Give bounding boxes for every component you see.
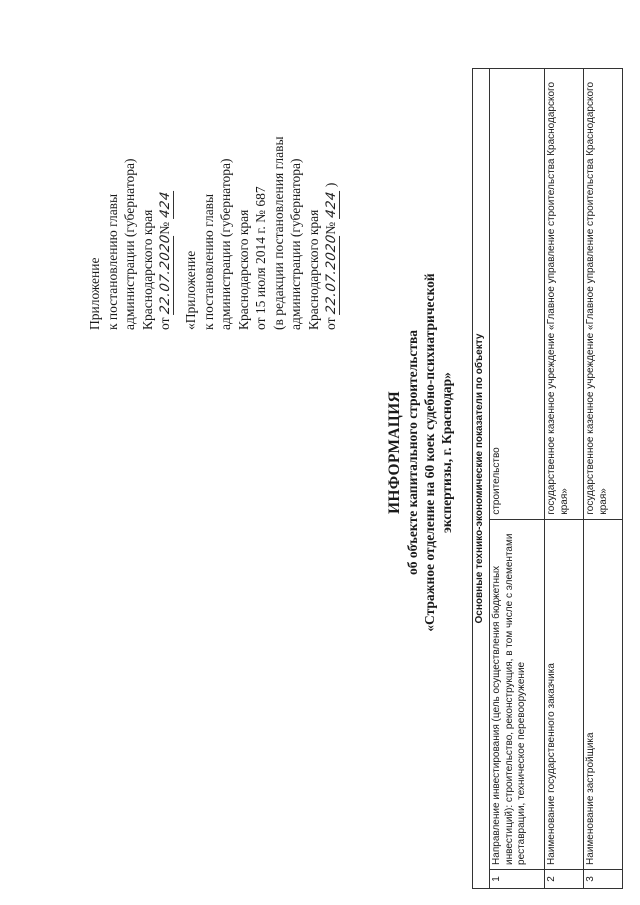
approval-date-line bbox=[156, 158, 174, 330]
approval-line: Краснодарского края bbox=[235, 209, 251, 330]
approval-line: «Приложение bbox=[183, 250, 198, 330]
row-label: Направление инвестирования (цель осуществления бюджетных инвестиций): строительство, реконструкция, в том числе с элементами реставрации, техническое перевооружение bbox=[490, 519, 545, 869]
document-subtitle: об объекте капитального строительства bbox=[405, 329, 420, 576]
approval-line: Краснодарского края bbox=[139, 209, 155, 330]
table-header: Основные технико-экономические показатели по объекту bbox=[473, 69, 490, 889]
table-row bbox=[584, 69, 623, 889]
table-header-row bbox=[473, 69, 490, 889]
indicators-table bbox=[472, 68, 623, 889]
approval-line: Краснодарского края bbox=[305, 209, 321, 330]
handwritten-date: 22.07.2020 bbox=[324, 233, 339, 316]
approval-line: администрации (губернатора) bbox=[122, 158, 137, 330]
row-number: 3 bbox=[584, 869, 623, 888]
row-value: государственное казенное учреждение «Главное управление строительства Краснодарского края» bbox=[584, 69, 623, 520]
row-number: 2 bbox=[545, 869, 584, 888]
approval-line: Приложение bbox=[87, 257, 102, 330]
row-value: строительство bbox=[490, 69, 545, 520]
approval-stamp-main bbox=[86, 158, 174, 330]
table-row bbox=[545, 69, 584, 889]
handwritten-number: 424 bbox=[158, 190, 173, 220]
approval-stamp-amendment bbox=[182, 136, 340, 330]
date-prefix: от bbox=[157, 317, 172, 330]
document-title-block bbox=[385, 80, 455, 825]
object-name-line: экспертизы, г. Краснодар» bbox=[439, 372, 454, 533]
approval-date-line bbox=[322, 136, 340, 330]
row-label: Наименование застройщика bbox=[584, 519, 623, 869]
approval-line: к постановлению главы bbox=[200, 193, 216, 330]
object-name-line: «Стражное отделение на 60 коек судебно-психиатрической bbox=[422, 273, 437, 632]
date-prefix: от bbox=[323, 317, 338, 330]
approval-line: от 15 июля 2014 г. № 687 bbox=[253, 186, 268, 330]
approval-line: администрации (губернатора) bbox=[288, 158, 303, 330]
handwritten-date: 22.07.2020 bbox=[158, 233, 173, 316]
table-row bbox=[490, 69, 545, 889]
document-title: ИНФОРМАЦИЯ bbox=[386, 391, 403, 514]
closing-paren: ) bbox=[323, 182, 338, 188]
number-sign: № bbox=[157, 221, 172, 235]
handwritten-number: 424 bbox=[324, 190, 339, 220]
row-label: Наименование государственного заказчика bbox=[545, 519, 584, 869]
approval-line: к постановлению главы bbox=[104, 193, 120, 330]
row-value: государственное казенное учреждение «Главное управление строительства Краснодарского края» bbox=[545, 69, 584, 520]
approval-line: администрации (губернатора) bbox=[218, 158, 233, 330]
approval-line: (в редакции постановления главы bbox=[270, 136, 286, 330]
row-number: 1 bbox=[490, 869, 545, 888]
number-sign: № bbox=[323, 221, 338, 235]
